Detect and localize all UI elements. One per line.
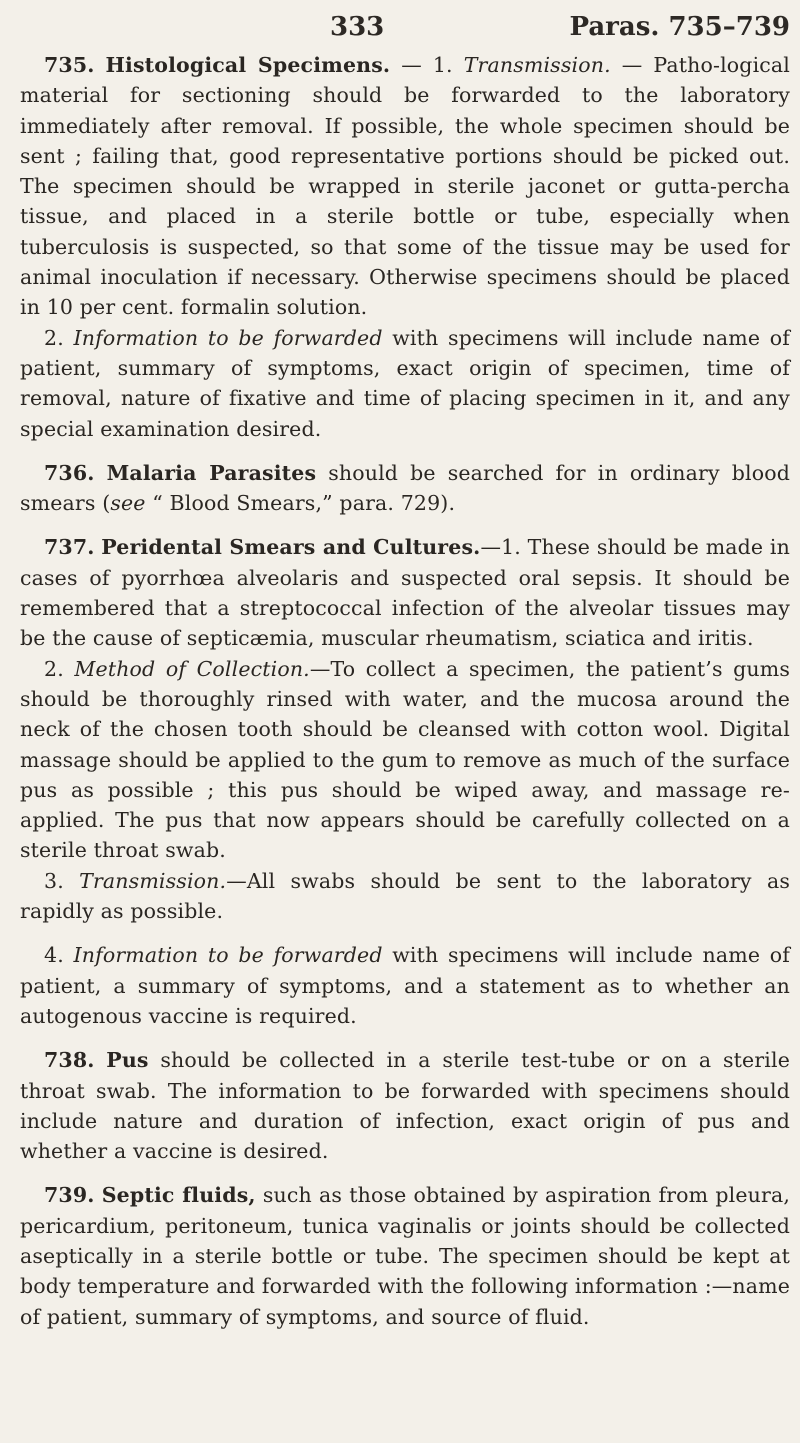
paragraph-737-3 <box>20 866 790 927</box>
paragraph-738 <box>20 1045 790 1166</box>
running-head <box>20 12 790 50</box>
sub-title: Transmission. <box>463 53 611 77</box>
para-heading: Septic fluids, <box>101 1183 256 1208</box>
sub-lead: — 1. <box>390 53 464 77</box>
para-heading: Pus <box>106 1048 149 1073</box>
para-heading: Histological Specimens. <box>105 53 391 77</box>
see-reference: see <box>110 491 146 516</box>
book-page <box>20 12 790 1332</box>
para-number: 735. <box>44 53 95 77</box>
sub-lead: 2. <box>44 325 74 350</box>
para-text: with specimens will include name of patient, summary of symptoms, exact origin of specimen, time of removal, nature of fixative and time of placing specimen in it, and any special examination desired. <box>20 325 791 441</box>
paragraph-737 <box>20 532 790 653</box>
para-heading: Malaria Parasites <box>106 460 317 485</box>
para-text: —All swabs should be sent to the laboratory as rapidly as possible. <box>20 868 790 924</box>
paragraph-737-2 <box>20 654 790 866</box>
para-text: with specimens will include name of patient, a summary of symptoms, and a statement as to whether an autogenous vaccine is required. <box>20 943 791 1028</box>
sub-title: Transmission. <box>79 868 227 893</box>
para-text: — Patho-logical material for sectioning should be forwarded to the laboratory immediately after removal. If possible, the whole specimen should be sent ; failing that, good representative portions should be picked out. The specimen should be wrapped in sterile jaconet or gutta-percha tissue, and placed in a sterile bottle or tube, especially when tuberculosis is suspected, so that some of the tissue may be used for animal inoculation if necessary. Otherwise specimens should be placed in 10 per cent. formalin solution. <box>20 53 790 320</box>
para-text: should be searched for in ordinary blood smears ( <box>20 460 790 516</box>
page-number: 333 <box>330 12 385 42</box>
para-number: 738. <box>44 1048 95 1073</box>
sub-lead: 3. <box>44 868 80 893</box>
paragraph-735-2 <box>20 323 790 444</box>
paragraph-739 <box>20 1180 790 1331</box>
para-text: should be collected in a sterile test-tube or on a sterile throat swab. The information to be forwarded with specimens should include nature and duration of infection, exact origin of pus and whether a vaccine is desired. <box>20 1048 790 1164</box>
para-text: —To collect a specimen, the patient’s gums should be thoroughly rinsed with water, and the mucosa around the neck of the chosen tooth should be cleansed with cotton wool. Digital massage should be applied to the gum to remove as much of the surface pus as possible ; this pus should be wiped away, and massage re-applied. The pus that now appears should be carefully collected on a sterile throat swab. <box>20 656 791 863</box>
para-text: —1. These should be made in cases of pyorrhœa alveolaris and suspected oral sepsis. It should be remembered that a streptococcal infection of the alveolar tissues may be the cause of septicæmia, muscular rheumatism, sciatica and iritis. <box>20 535 790 651</box>
para-text-after: “ Blood Smears,” para. 729). <box>145 491 456 516</box>
sub-title: Method of Collection. <box>74 656 310 681</box>
para-number: 737. <box>44 535 95 560</box>
sub-lead: 2. <box>44 656 75 681</box>
paragraph-736 <box>20 458 790 519</box>
para-number: 736. <box>44 460 95 485</box>
sub-lead: 4. <box>44 943 74 968</box>
para-number: 739. <box>44 1183 95 1208</box>
paragraph-range: Paras. 735–739 <box>569 12 790 42</box>
para-heading: Peridental Smears and Cultures. <box>101 535 481 560</box>
para-text: such as those obtained by aspiration from pleura, pericardium, peritoneum, tunica vaginalis or joints should be collected aseptically in a sterile bottle or tube. The specimen should be kept at body temperature and forwarded with the following information :—name of patient, summary of symptoms, and source of fluid. <box>20 1183 791 1329</box>
paragraph-735 <box>20 50 790 323</box>
sub-title: Information to be forwarded <box>73 325 383 350</box>
sub-title: Information to be forwarded <box>73 943 383 968</box>
paragraph-737-4 <box>20 940 790 1031</box>
page-body <box>20 50 790 1332</box>
